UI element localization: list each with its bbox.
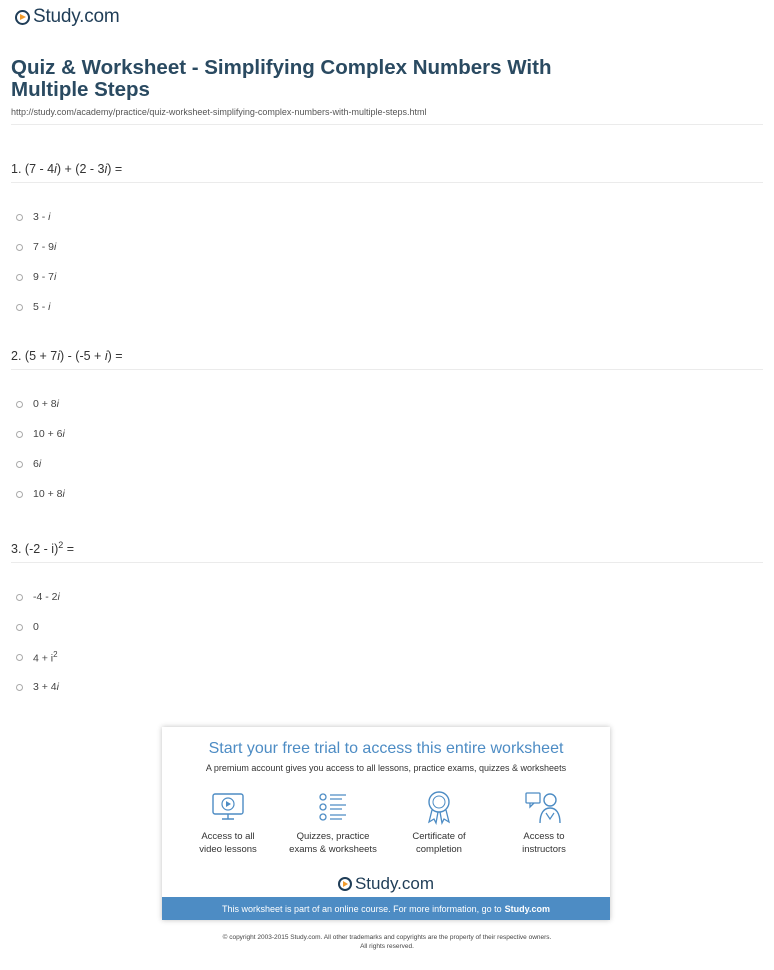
question-2 bbox=[11, 349, 763, 509]
answer-option[interactable]: 7 - 9i bbox=[16, 232, 763, 262]
divider bbox=[11, 124, 763, 125]
page-url: http://study.com/academy/practice/quiz-worksheet-simplifying-complex-numbers-with-multiple-steps.html bbox=[11, 107, 427, 117]
feature-quizzes bbox=[278, 789, 388, 856]
study-logo[interactable] bbox=[15, 6, 120, 28]
radio-button[interactable] bbox=[16, 624, 23, 631]
instructor-icon bbox=[524, 789, 564, 825]
question-text: 3. (-2 - i)$^2$ = bbox=[11, 540, 763, 563]
promo-subhead: A premium account gives you access to all lessons, practice exams, quizzes & worksheets bbox=[205, 763, 567, 773]
answer-option[interactable]: -4 - 2i bbox=[16, 582, 763, 612]
logo-text: Study.com bbox=[33, 6, 120, 27]
radio-button[interactable] bbox=[16, 654, 23, 661]
radio-button[interactable] bbox=[16, 244, 23, 251]
feature-instructors bbox=[489, 789, 599, 856]
radio-button[interactable] bbox=[16, 461, 23, 468]
radio-button[interactable] bbox=[16, 594, 23, 601]
radio-button[interactable] bbox=[16, 214, 23, 221]
answer-option[interactable]: 10 + 6i bbox=[16, 419, 763, 449]
radio-button[interactable] bbox=[16, 491, 23, 498]
answer-option[interactable]: 5 - i bbox=[16, 292, 763, 322]
promo-headline[interactable]: Start your free trial to access this entire worksheet bbox=[208, 740, 564, 757]
question-3 bbox=[11, 540, 763, 702]
answer-option[interactable]: 0 + 8i bbox=[16, 389, 763, 419]
answer-option[interactable]: $4 + i^2$ bbox=[16, 642, 763, 672]
question-text: 2. (5 + 7i) - (-5 + i) = bbox=[11, 349, 763, 370]
feature-caption: Access to instructors bbox=[522, 831, 566, 855]
radio-button[interactable] bbox=[16, 304, 23, 311]
radio-button[interactable] bbox=[16, 431, 23, 438]
video-lesson-icon bbox=[210, 789, 246, 825]
radio-button[interactable] bbox=[16, 401, 23, 408]
radio-button[interactable] bbox=[16, 274, 23, 281]
answer-option[interactable]: 3 - i bbox=[16, 202, 763, 232]
radio-button[interactable] bbox=[16, 684, 23, 691]
feature-video-lessons bbox=[173, 789, 283, 856]
page-title: Quiz & Worksheet - Simplifying Complex Numbers With Multiple Steps bbox=[11, 56, 552, 101]
answer-option[interactable]: 3 + 4i bbox=[16, 672, 763, 702]
copyright-footer: © copyright 2003-2015 Study.com. All other trademarks and copyrights are the property of their respective owners. All rights reserved. bbox=[222, 934, 552, 950]
study-link[interactable]: Study.com bbox=[504, 903, 550, 914]
feature-caption: Quizzes, practice exams & worksheets bbox=[289, 831, 377, 855]
question-1 bbox=[11, 162, 763, 322]
quiz-list-icon bbox=[315, 789, 351, 825]
answer-option[interactable]: 0 bbox=[16, 612, 763, 642]
answer-option[interactable]: 10 + 8i bbox=[16, 479, 763, 509]
premium-promo bbox=[162, 727, 610, 920]
promo-info-bar: This worksheet is part of an online course. For more information, go to Study.com bbox=[162, 897, 610, 920]
feature-certificate bbox=[384, 789, 494, 856]
answer-option[interactable]: 6i bbox=[16, 449, 763, 479]
feature-caption: Certificate of completion bbox=[412, 831, 466, 855]
play-logo-icon bbox=[338, 877, 352, 891]
answer-option[interactable]: 9 - 7i bbox=[16, 262, 763, 292]
feature-caption: Access to all video lessons bbox=[199, 831, 257, 855]
certificate-icon bbox=[421, 789, 457, 825]
promo-study-logo[interactable]: Study.com bbox=[162, 874, 610, 894]
play-logo-icon bbox=[15, 10, 30, 25]
question-text: 1. (7 - 4i) + (2 - 3i) = bbox=[11, 162, 763, 183]
